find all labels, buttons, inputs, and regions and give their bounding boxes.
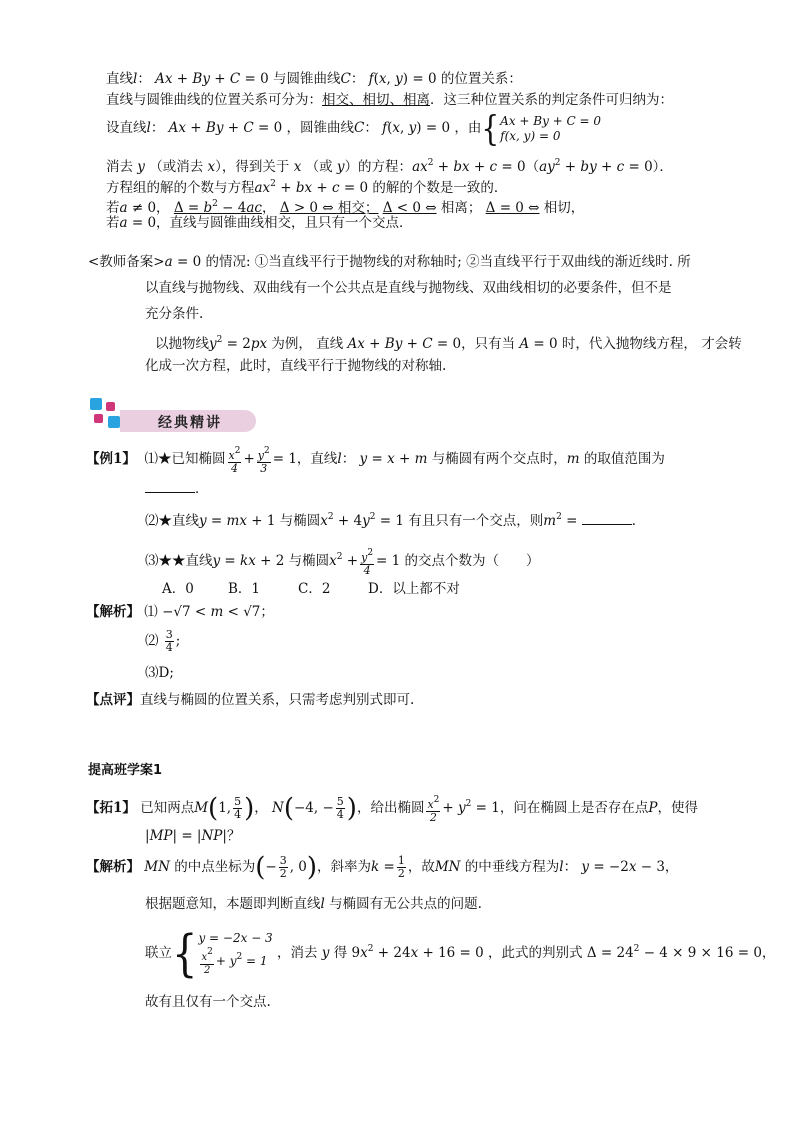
intro-line-7: 若a = 0，直线与圆锥曲线相交，且只有一个交点． (106, 215, 413, 231)
advanced-question-2: |MP| = |NP|？ (145, 828, 241, 844)
section-icon-square-1 (90, 398, 102, 410)
intro-line-6: 若a ≠ 0， $\Delta = b^2 - 4ac$， Δ > 0 ⇔ 相交； Δ < 0 ⇔ 相离； Δ = 0 ⇔ 相切， (106, 199, 585, 216)
intro-line-5: 方程组的解的个数与方程$ax^2$ + bx + c = 0 的解的个数是一致的． (106, 179, 508, 196)
example1-solution-3: ⑶D; (145, 665, 174, 681)
intro-line-3: 设直线l： Ax + By + C = 0 ，圆锥曲线C： f(x, y) = 0 ，由{ Ax + By + C = 0 f(x, y) = 0 (106, 107, 602, 149)
section-icon-square-2 (106, 402, 115, 411)
example1-q1-blank: ． (145, 480, 209, 498)
advanced-solution-4: 故有且仅有一个交点. (145, 994, 271, 1010)
teacher-note-label: <教师备案> (88, 254, 165, 270)
intro-line-1: 直线l： Ax + By + C = 0 与圆锥曲线C： f(x, y) = 0 的位置关系： (106, 71, 522, 87)
teacher-note-line-2: 以直线与抛物线、双曲线有一个公共点是直线与抛物线、双曲线相切的必要条件，但不是 (145, 280, 672, 296)
example1-options: A．0 B．1 C．2 D．以上都不对 (162, 581, 460, 597)
advanced-solution-1: 【解析】 MN 的中点坐标为(− $\frac{3}{2}$ , 0)，斜率为k = $\frac{1}{2}$ ，故MN 的中垂线方程为l： y = −2x − 3， (86, 852, 679, 883)
example1-q2: ⑵★直线y = mx + 1 与椭圆$x^2 + 4y^2 = 1$ 有且只有一个交点，则$m^2$ = ． (145, 512, 646, 529)
teacher-note-line-3: 充分条件. (145, 306, 204, 322)
section-title: 经典精讲 (158, 415, 222, 431)
teacher-note-line-4: 以抛物线$y^2 = 2px$ 为例， 直线 Ax + By + C = 0，只有当 A = 0 时，代入抛物线方程， 才会转 (155, 335, 742, 352)
example1-q3: ⑶★★直线y = kx + 2 与椭圆$x^2$ + $\frac{y^2}{4}$ = 1 的交点个数为（ ） (145, 547, 540, 577)
example1-solution-2: ⑵ $\frac{3}{4}$ ; (145, 628, 181, 654)
example1-solution-1: 【解析】 ⑴ −√7 < m < √7； (86, 604, 274, 620)
example1-review: 【点评】直线与椭圆的位置关系，只需考虑判别式即可. (86, 692, 415, 708)
advanced-question: 【拓1】 已知两点M(1, $\frac{5}{4}$ )， N(−4, − $\frac{5}{4}$ )，给出椭圆 $\frac{x^2}{2}$ + $y^2 = 1$，问在椭圆上是否存在点P，使得 (86, 793, 698, 824)
intro-line-4: 消去 y （或消去 x），得到关于 x （或 y）的方程：$ax^2$ + bx + $c = 0(ay^2$ + by + c = 0）． (106, 158, 673, 175)
section-icon-square-4 (108, 416, 120, 428)
advanced-solution-2: 根据题意知，本题即判断直线l 与椭圆有无公共点的问题. (145, 896, 482, 912)
teacher-note-line-5: 化成一次方程，此时，直线平行于抛物线的对称轴. (145, 358, 447, 374)
intro-line-2: 直线与圆锥曲线的位置关系可分为：相交、相切、相离．这三种位置关系的判定条件可归纳为： (106, 92, 673, 108)
advanced-heading: 提高班学案1 (88, 763, 163, 778)
example1-q1: 【例1】 ⑴★已知椭圆 $\frac{x^2}{4}$ + $\frac{y^2}{3}$ = 1，直线l： y = x + m 与椭圆有两个交点时，m 的取值范围为 (86, 445, 665, 475)
advanced-solution-3: 联立{ y = −2x − 3 $\frac{x2}{2}$ + $y^2 = 1$ ，消去 y 得 $9x^2 + 24x + 16 = 0$ ，此式的判别式 $\Delta = 24^2 - 4 \times 9 \times 16 = 0$， (145, 924, 776, 983)
section-icon-square-3 (94, 414, 103, 423)
teacher-note-line-1: <教师备案>a = 0 的情况: ①当直线平行于抛物线的对称轴时; ②当直线平行于双曲线的渐近线时. 所 (88, 254, 691, 270)
